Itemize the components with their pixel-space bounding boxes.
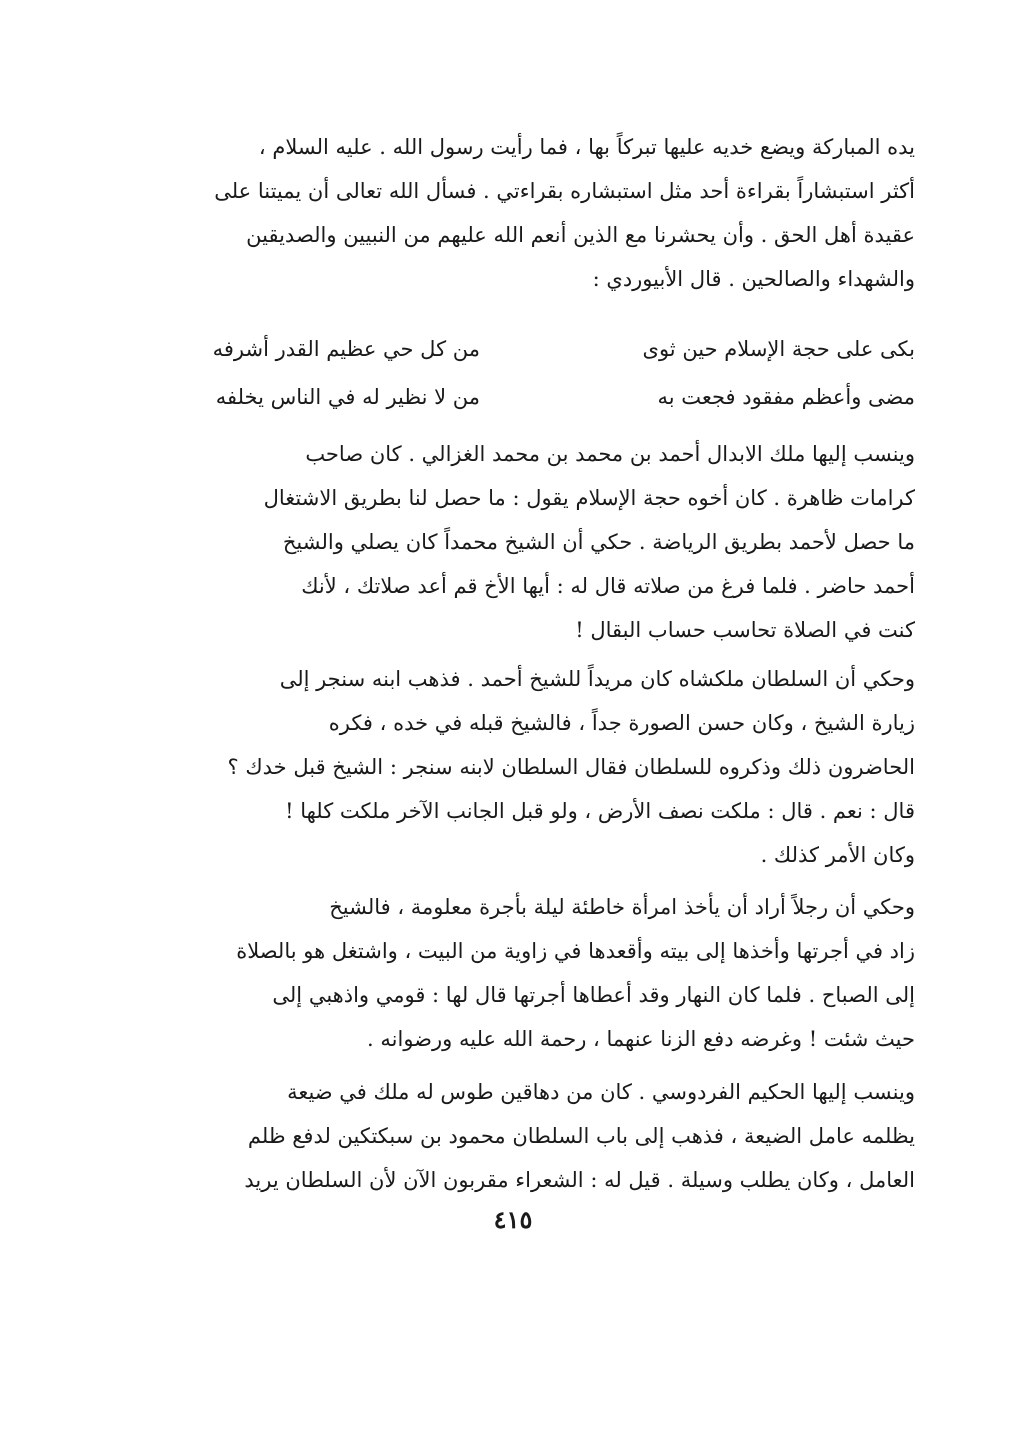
paragraph-3 xyxy=(105,657,915,877)
text-line: حيث شئت ! وغرضه دفع الزنا عنهما ، رحمة الله عليه ورضوانه . xyxy=(367,1027,915,1051)
paragraph-1 xyxy=(105,125,915,301)
page-number: ٤١٥ xyxy=(493,1205,533,1234)
paragraph-5 xyxy=(105,1070,915,1202)
poem-verse xyxy=(105,325,915,421)
verse-line-1 xyxy=(105,325,915,373)
text-line: كرامات ظاهرة . كان أخوه حجة الإسلام يقول : ما حصل لنا بطريق الاشتغال xyxy=(263,486,915,510)
text-line: زاد في أجرتها وأخذها إلى بيته وأقعدها في زاوية من البيت ، واشتغل هو بالصلاة xyxy=(236,939,915,963)
verse-second-hemistich: من كل حي عظيم القدر أشرفه xyxy=(212,337,480,361)
text-line: عقيدة أهل الحق . وأن يحشرنا مع الذين أنعم الله عليهم من النبيين والصديقين xyxy=(246,223,915,247)
paragraph-2 xyxy=(105,432,915,652)
text-line: وحكي أن السلطان ملكشاه كان مريداً للشيخ أحمد . فذهب ابنه سنجر إلى xyxy=(279,667,915,691)
verse-first-hemistich: بكى على حجة الإسلام حين ثوى xyxy=(642,337,915,361)
paragraph-4 xyxy=(105,885,915,1061)
text-line: ما حصل لأحمد بطريق الرياضة . حكي أن الشيخ محمداً كان يصلي والشيخ xyxy=(282,530,915,554)
text-line: وكان الأمر كذلك . xyxy=(760,843,915,867)
verse-line-2 xyxy=(105,373,915,421)
text-line: وينسب إليها الحكيم الفردوسي . كان من دهاقين طوس له ملك في ضيعة xyxy=(287,1080,915,1104)
verse-second-hemistich: من لا نظير له في الناس يخلفه xyxy=(215,385,480,409)
text-line: أكثر استبشاراً بقراءة أحد مثل استبشاره بقراءتي . فسأل الله تعالى أن يميتنا على xyxy=(214,179,915,203)
text-line: يده المباركة ويضع خديه عليها تبركاً بها ، فما رأيت رسول الله . عليه السلام ، xyxy=(258,135,915,159)
text-line: أحمد حاضر . فلما فرغ من صلاته قال له : أيها الأخ قم أعد صلاتك ، لأنك xyxy=(301,574,915,598)
text-line: وينسب إليها ملك الابدال أحمد بن محمد بن محمد الغزالي . كان صاحب xyxy=(305,442,915,466)
text-line: كنت في الصلاة تحاسب حساب البقال ! xyxy=(575,618,915,642)
verse-first-hemistich: مضى وأعظم مفقود فجعت به xyxy=(657,385,915,409)
text-line: إلى الصباح . فلما كان النهار وقد أعطاها أجرتها قال لها : قومي واذهبي إلى xyxy=(272,983,915,1007)
text-line: الحاضرون ذلك وذكروه للسلطان فقال السلطان لابنه سنجر : الشيخ قبل خدك ؟ xyxy=(227,755,915,779)
text-line: والشهداء والصالحين . قال الأبيوردي : xyxy=(592,267,915,291)
text-line: يظلمه عامل الضيعة ، فذهب إلى باب السلطان محمود بن سبكتكين لدفع ظلم xyxy=(247,1124,915,1148)
text-line: وحكي أن رجلاً أراد أن يأخذ امرأة خاطئة ليلة بأجرة معلومة ، فالشيخ xyxy=(329,895,915,919)
text-line: قال : نعم . قال : ملكت نصف الأرض ، ولو قبل الجانب الآخر ملكت كلها ! xyxy=(285,799,915,823)
text-line: العامل ، وكان يطلب وسيلة . قيل له : الشعراء مقربون الآن لأن السلطان يريد xyxy=(244,1168,915,1192)
text-line: زيارة الشيخ ، وكان حسن الصورة جداً ، فالشيخ قبله في خده ، فكره xyxy=(328,711,915,735)
